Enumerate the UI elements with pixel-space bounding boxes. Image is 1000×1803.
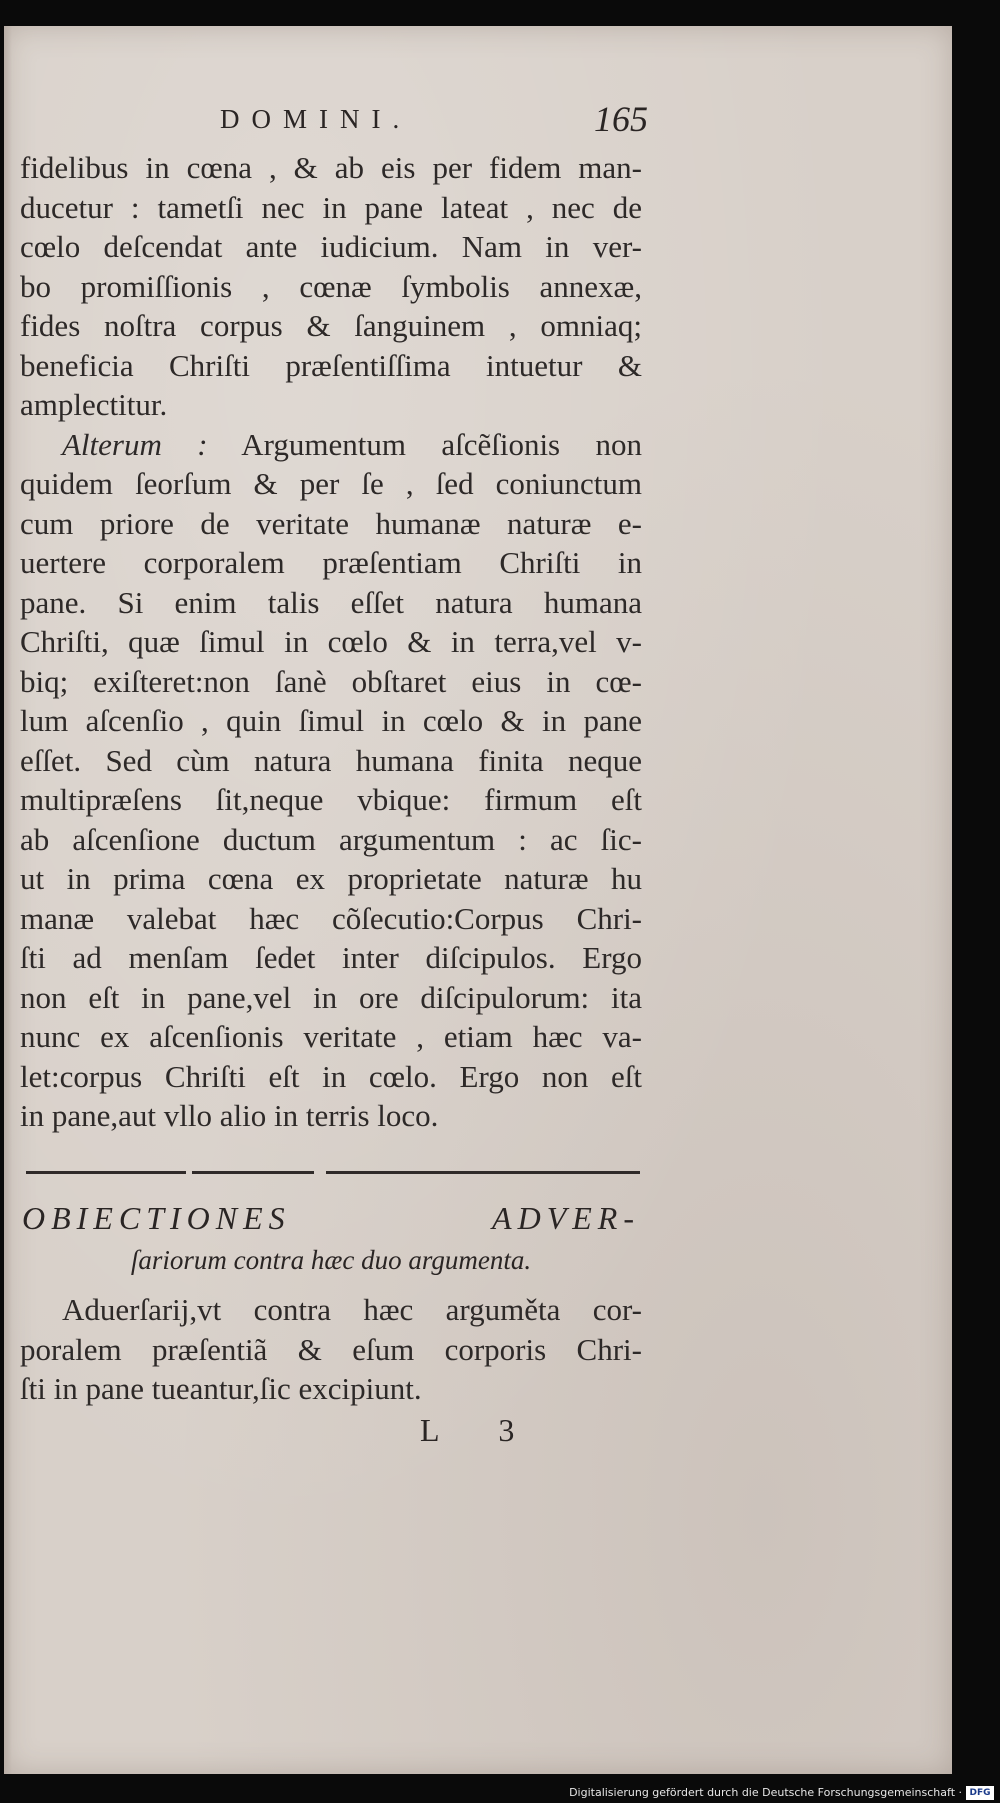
dfg-logo: DFG — [966, 1786, 994, 1800]
text-line: cœlo deſcendat ante iudicium. Nam in ver- — [20, 229, 642, 264]
text-line: cum priore de veritate humanæ naturæ e- — [20, 505, 642, 541]
digitization-credit: Digitalisierung gefördert durch die Deutsche Forschungsgemeinschaft · — [569, 1786, 962, 1799]
text-line: multipræſens ſit,neque vbique: firmum eſt — [20, 782, 642, 817]
text-line: fidelibus in cœna , & ab eis per fidem man- — [20, 150, 642, 185]
page-gutter-shadow — [4, 26, 12, 1774]
rule-segment — [26, 1171, 186, 1174]
signature-mark: L 3 — [420, 1412, 541, 1448]
running-head — [220, 99, 648, 144]
text-line: manæ valebat hæc cõſecutio:Corpus Chri- — [20, 900, 642, 936]
section-heading-line-2: ſariorum contra hæc duo argumenta. — [130, 1245, 532, 1275]
text-line: uertere corporalem præſentiam Chriſti in — [20, 545, 642, 580]
text-line: biq; exiſteret:non ſanè obſtaret eius in cœ- — [20, 663, 642, 699]
running-head-word: DOMINI. — [220, 104, 412, 134]
closing-text-block — [20, 1290, 642, 1409]
paragraph-first-line — [20, 425, 642, 465]
text-line: amplectitur. — [20, 387, 168, 422]
text-line: poralem præſentiã & eſum corporis Chri- — [20, 1331, 642, 1367]
text-line: ſti in pane tueantur,ſic excipiunt. — [20, 1371, 422, 1406]
paragraph-lead-word: Alterum : — [62, 426, 208, 462]
rule-segment — [326, 1171, 640, 1174]
text-line: pane. Si enim talis eſſet natura humana — [20, 584, 642, 620]
paragraph-first-line-text: Argumentum aſcẽſionis non — [241, 426, 642, 462]
text-line: fides noſtra corpus & ſanguinem , omniaq; — [20, 308, 642, 343]
page-number: 165 — [594, 99, 648, 139]
section-heading — [22, 1196, 640, 1280]
text-line: non eſt in pane,vel in ore diſcipulorum: ita — [20, 979, 642, 1015]
text-line: Chriſti, quæ ſimul in cœlo & in terra,vel v- — [20, 624, 642, 659]
ornamental-rule — [26, 1171, 640, 1175]
text-line: bo promiſſionis , cœnæ ſymbolis annexæ, — [20, 268, 642, 304]
text-line: ut in prima cœna ex proprietate naturæ hu — [20, 861, 642, 896]
text-line: let:corpus Chriſti eſt in cœlo. Ergo non eſt — [20, 1058, 642, 1094]
text-line: ducetur : tametſi nec in pane lateat , nec de — [20, 189, 642, 225]
text-line: ab aſcenſione ductum argumentum : ac ſic- — [20, 821, 642, 857]
text-line: ſti ad menſam ſedet inter diſcipulos. Ergo — [20, 940, 642, 975]
text-line: quidem ſeorſum & per ſe , ſed coniunctum — [20, 466, 642, 501]
main-text-block — [20, 148, 642, 1136]
rule-segment — [192, 1171, 314, 1174]
text-line: nunc ex aſcenſionis veritate , etiam hæc va- — [20, 1019, 642, 1054]
section-heading-line-1: OBIECTIONES ADVER- — [22, 1200, 640, 1236]
text-line: eſſet. Sed cùm natura humana finita neque — [20, 742, 642, 778]
text-line: in pane,aut vllo alio in terris loco. — [20, 1098, 439, 1133]
text-line: lum aſcenſio , quin ſimul in cœlo & in pane — [20, 703, 642, 738]
text-line: beneficia Chriſti præſentiſſima intuetur & — [20, 347, 642, 383]
text-line: Aduerſarij,vt contra hæc arguměta cor- — [62, 1292, 642, 1327]
